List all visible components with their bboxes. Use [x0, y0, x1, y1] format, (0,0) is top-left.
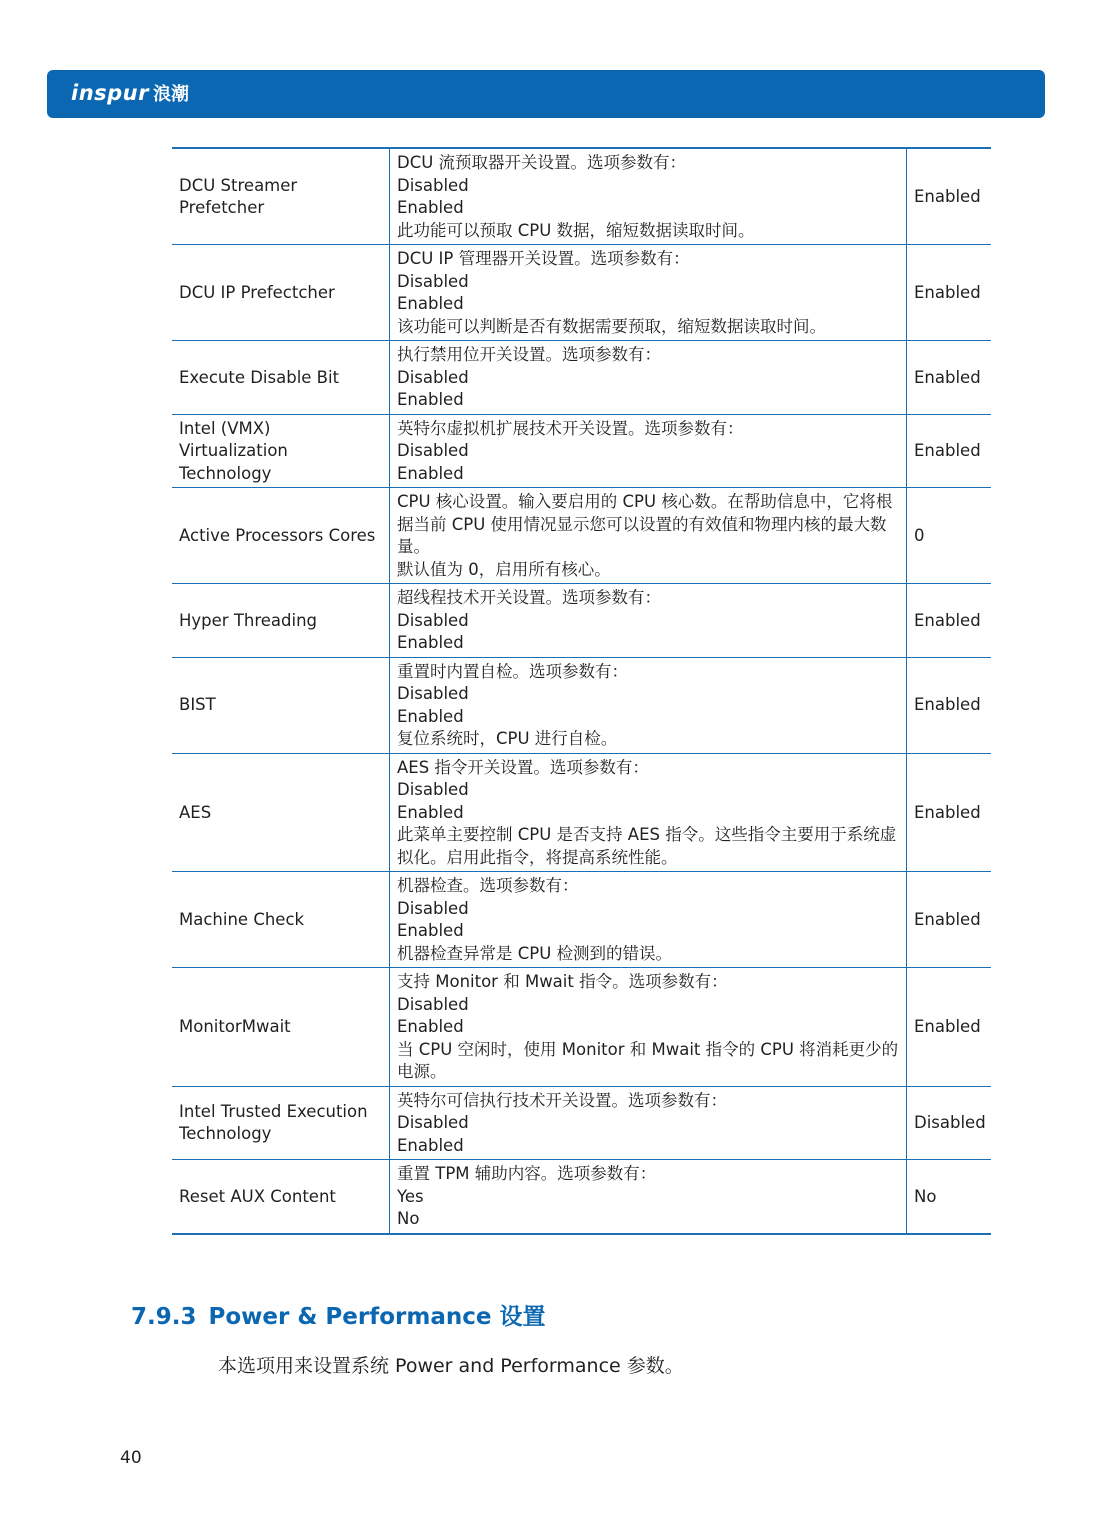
- setting-name-text: AES: [179, 802, 212, 822]
- table-row: [172, 488, 991, 584]
- setting-description: [390, 341, 907, 415]
- description-line: 超线程技术开关设置。选项参数有：: [397, 588, 661, 607]
- description-line: 机器检查异常是 CPU 检测到的错误。: [397, 943, 673, 963]
- setting-default: Disabled: [914, 1113, 986, 1132]
- description-line: 默认值为 0，启用所有核心。: [397, 559, 611, 579]
- setting-name: [172, 1086, 390, 1160]
- description-line: Disabled: [397, 367, 469, 387]
- description-line: Disabled: [397, 994, 469, 1014]
- setting-name-text: Active Processors Cores: [179, 525, 376, 545]
- setting-name-text: MonitorMwait: [179, 1017, 291, 1036]
- description-line: Disabled: [397, 610, 469, 630]
- setting-default: Enabled: [914, 441, 981, 460]
- logo-latin: inspur: [71, 81, 149, 105]
- setting-name-text: Reset AUX Content: [179, 1186, 336, 1206]
- description-line: 机器检查。选项参数有：: [397, 876, 579, 895]
- description-line: 英特尔可信执行技术开关设置。选项参数有：: [397, 1090, 727, 1110]
- setting-default: Enabled: [914, 282, 981, 302]
- section-heading: [131, 1298, 545, 1331]
- setting-default: Enabled: [914, 610, 981, 630]
- table-row: [172, 341, 991, 415]
- description-line: DCU IP 管理器开关设置。选项参数有：: [397, 249, 690, 268]
- description-line: 支持 Monitor 和 Mwait 指令。选项参数有：: [397, 972, 728, 991]
- setting-name-text: Intel Trusted Execution Technology: [179, 1101, 368, 1144]
- logo-cn: 浪潮: [153, 84, 189, 105]
- description-line: Enabled: [397, 921, 464, 940]
- description-line: CPU 核心设置。输入要启用的 CPU 核心数。在帮助信息中，它将根据当前 CPU 使用情况显示您可以设置的有效值和物理内核的最大数量。: [397, 492, 893, 556]
- description-line: Disabled: [397, 1113, 469, 1132]
- header-bar: [47, 70, 1045, 118]
- description-line: DCU 流预取器开关设置。选项参数有：: [397, 153, 687, 172]
- setting-name: [172, 341, 390, 415]
- description-line: 重置 TPM 辅助内容。选项参数有：: [397, 1164, 657, 1183]
- setting-default: Enabled: [914, 1017, 981, 1036]
- section-number: 7.9.3: [131, 1304, 197, 1330]
- section-title: Power & Performance 设置: [208, 1304, 546, 1330]
- description-line: Enabled: [397, 463, 464, 483]
- setting-default: 0: [914, 525, 925, 545]
- description-line: Disabled: [397, 271, 469, 291]
- setting-name: [172, 488, 390, 584]
- description-line: Enabled: [397, 706, 464, 726]
- inspur-logo: [71, 80, 189, 106]
- setting-description: [390, 414, 907, 488]
- description-line: 复位系统时，CPU 进行自检。: [397, 729, 618, 748]
- table-row: [172, 753, 991, 872]
- setting-description: [390, 488, 907, 584]
- description-line: 该功能可以判断是否有数据需要预取，缩短数据读取时间。: [397, 316, 826, 336]
- description-line: Enabled: [397, 633, 464, 652]
- table-row: [172, 414, 991, 488]
- description-line: Disabled: [397, 175, 469, 195]
- setting-description: [390, 1086, 907, 1160]
- setting-name: [172, 657, 390, 753]
- setting-name-text: DCU IP Prefectcher: [179, 282, 335, 302]
- table-row: [172, 148, 991, 245]
- description-line: Enabled: [397, 1017, 464, 1036]
- description-line: AES 指令开关设置。选项参数有：: [397, 757, 649, 777]
- description-line: 当 CPU 空闲时，使用 Monitor 和 Mwait 指令的 CPU 将消耗更少的电源。: [397, 1039, 899, 1081]
- table-row: [172, 1086, 991, 1160]
- setting-description: [390, 657, 907, 753]
- setting-name: [172, 753, 390, 872]
- setting-name: [172, 584, 390, 658]
- table-row: [172, 872, 991, 968]
- setting-name-text: Intel (VMX) Virtualization Technology: [179, 418, 288, 483]
- setting-description: [390, 753, 907, 872]
- setting-description: [390, 1160, 907, 1234]
- setting-name: [172, 1160, 390, 1234]
- parameter-table: [172, 147, 991, 1235]
- section-body: 本选项用来设置系统 Power and Performance 参数。: [218, 1355, 684, 1377]
- description-line: Disabled: [397, 684, 469, 703]
- description-line: 重置时内置自检。选项参数有：: [397, 661, 628, 681]
- setting-default: Enabled: [914, 695, 981, 715]
- table-row: [172, 1160, 991, 1234]
- setting-default: Enabled: [914, 909, 981, 929]
- setting-description: [390, 968, 907, 1087]
- description-line: Enabled: [397, 390, 464, 409]
- description-line: Enabled: [397, 198, 464, 217]
- setting-name-text: Machine Check: [179, 909, 305, 929]
- description-line: Disabled: [397, 780, 469, 799]
- setting-name-text: Hyper Threading: [179, 610, 318, 630]
- setting-name-text: DCU Streamer Prefetcher: [179, 175, 298, 217]
- setting-description: [390, 584, 907, 658]
- description-line: Enabled: [397, 294, 464, 313]
- description-line: Enabled: [397, 1135, 464, 1155]
- page-number: 40: [120, 1448, 142, 1468]
- setting-name-text: Execute Disable Bit: [179, 367, 340, 387]
- setting-description: [390, 245, 907, 341]
- description-line: 执行禁用位开关设置。选项参数有：: [397, 345, 661, 364]
- table-row: [172, 968, 991, 1087]
- setting-name: [172, 148, 390, 245]
- setting-name: [172, 968, 390, 1087]
- description-line: Yes: [397, 1186, 424, 1206]
- description-line: 此功能可以预取 CPU 数据，缩短数据读取时间。: [397, 220, 755, 240]
- setting-name-text: BIST: [179, 695, 216, 715]
- setting-default: Enabled: [914, 186, 981, 206]
- description-line: No: [397, 1209, 420, 1228]
- setting-name: [172, 245, 390, 341]
- description-line: Disabled: [397, 441, 469, 460]
- parameter-table-body: [172, 148, 991, 1234]
- description-line: 英特尔虚拟机扩展技术开关设置。选项参数有：: [397, 418, 744, 438]
- table-row: [172, 584, 991, 658]
- setting-description: [390, 148, 907, 245]
- description-line: Enabled: [397, 802, 464, 822]
- setting-name: [172, 872, 390, 968]
- setting-description: [390, 872, 907, 968]
- table-row: [172, 245, 991, 341]
- setting-name: [172, 414, 390, 488]
- setting-default: No: [914, 1186, 937, 1206]
- description-line: Disabled: [397, 898, 469, 918]
- table-row: [172, 657, 991, 753]
- setting-default: Enabled: [914, 802, 981, 822]
- setting-default: Enabled: [914, 367, 981, 387]
- description-line: 此菜单主要控制 CPU 是否支持 AES 指令。这些指令主要用于系统虚拟化。启用此指令，将提高系统性能。: [397, 825, 897, 867]
